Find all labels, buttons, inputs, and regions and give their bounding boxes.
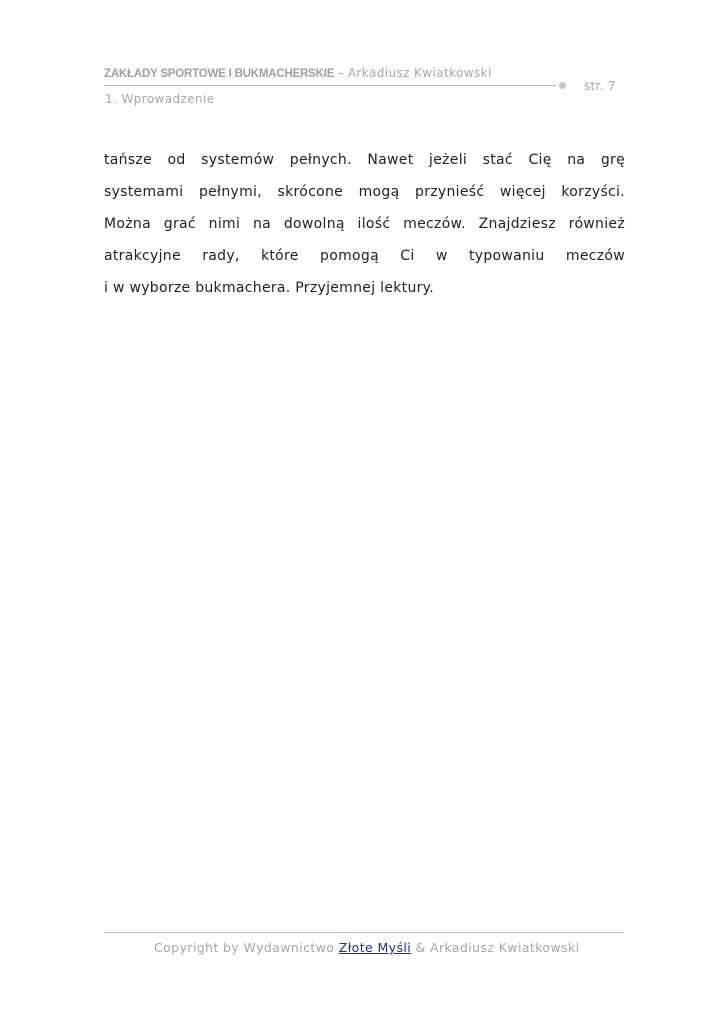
- running-header: [104, 66, 492, 80]
- footer-rule: [104, 932, 624, 933]
- header-rule: [104, 85, 556, 86]
- page-number: str. 7: [584, 79, 616, 93]
- paragraph-line: i w wyborze bukmachera. Przyjemnej lektury.: [104, 280, 435, 296]
- header-separator: –: [334, 66, 348, 80]
- book-title: ZAKŁADY SPORTOWE I BUKMACHERSKIE: [104, 68, 335, 80]
- footer-suffix: & Arkadiusz Kwiatkowski: [411, 940, 580, 955]
- section-label: 1. Wprowadzenie: [105, 92, 215, 106]
- publisher-link[interactable]: Złote Myśli: [338, 940, 412, 955]
- body-paragraph: [104, 144, 625, 304]
- paragraph-line: atrakcyjne rady, które pomogą Ci w typowaniu meczów: [104, 248, 625, 264]
- header-author: Arkadiusz Kwiatkowski: [347, 66, 492, 80]
- paragraph-line: systemami pełnymi, skrócone mogą przynieść więcej korzyści.: [104, 184, 625, 200]
- footer-prefix: Copyright by Wydawnictwo: [154, 940, 339, 955]
- paragraph-line: Można grać nimi na dowolną ilość meczów. Znajdziesz również: [104, 216, 625, 232]
- footer-copyright: [154, 940, 580, 955]
- paragraph-line: tańsze od systemów pełnych. Nawet jeżeli stać Cię na grę: [104, 152, 625, 168]
- header-bullet-icon: [559, 82, 566, 89]
